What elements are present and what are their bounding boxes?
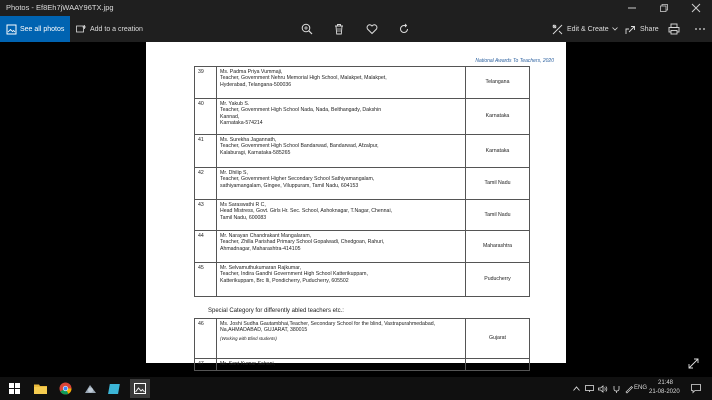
state-name: Gujarat xyxy=(466,319,530,359)
windows-icon xyxy=(9,383,20,394)
tray-battery[interactable] xyxy=(611,379,623,398)
awardees-table xyxy=(194,66,530,297)
document-header-note: National Awards To Teachers, 2020 xyxy=(475,58,554,64)
taskbar xyxy=(0,377,712,400)
share-label: Share xyxy=(640,25,659,33)
special-awardees-table xyxy=(194,318,530,371)
detail-line: Teacher, Government High School Bandarwad, Bandarwad, Afzalpur, xyxy=(220,143,379,149)
trash-icon xyxy=(333,23,345,35)
serial-number: 45 xyxy=(195,263,217,297)
detail-line: Kannad, xyxy=(220,113,240,120)
restore-icon xyxy=(660,4,668,12)
detail-line: sathiyamangalam, Gingee, Viluppuram, Tamil Nadu, 604153 xyxy=(220,182,359,189)
awardee-details xyxy=(217,135,466,168)
serial-number: 41 xyxy=(195,135,217,168)
state-name: Tamil Nadu xyxy=(466,168,530,200)
input-language[interactable]: ENG xyxy=(634,385,648,391)
serial-number: 47 xyxy=(195,359,217,371)
awardee-details xyxy=(217,319,466,359)
printer-icon xyxy=(668,23,680,35)
serial-number: 42 xyxy=(195,168,217,200)
detail-line: Teacher, Government High School Nada, Nada, Belthangady, Dakshin xyxy=(220,107,382,113)
edit-create-icon xyxy=(552,24,563,35)
awardee-details xyxy=(217,263,466,297)
see-all-photos-button[interactable] xyxy=(0,16,70,42)
state-name: Puducherry xyxy=(466,263,530,297)
table-row xyxy=(195,168,530,200)
tray-volume[interactable] xyxy=(597,379,609,398)
title-bar xyxy=(0,0,712,16)
minimize-button[interactable] xyxy=(616,0,648,16)
power-icon xyxy=(612,385,622,393)
document-page xyxy=(146,42,566,367)
minimize-icon xyxy=(628,4,636,12)
photos-grid-icon xyxy=(6,24,16,34)
detail-line: AHMADABAD, GUJARAT, 380015 xyxy=(228,327,308,333)
serial-number: 40 xyxy=(195,99,217,135)
state-name: Maharashtra xyxy=(466,231,530,263)
start-button[interactable] xyxy=(4,379,24,398)
rotate-icon xyxy=(398,23,410,35)
detail-line: Katterikuppam, Brc Ili, Pondicherry, Puducherry, 605502 xyxy=(220,277,349,284)
taskbar-chrome[interactable] xyxy=(55,379,75,398)
add-to-creation-button[interactable] xyxy=(72,16,143,42)
awardee-details xyxy=(217,231,466,263)
awardee-details xyxy=(217,200,466,231)
detail-line: Mr. Sant Kumar Sahani, xyxy=(220,360,276,367)
taskbar-app-4[interactable] xyxy=(105,379,125,398)
detail-line: Mr. Selvamuthukumaran Rajkumar, xyxy=(220,264,302,271)
action-center-button[interactable] xyxy=(686,379,706,398)
taskbar-app-3[interactable] xyxy=(80,379,100,398)
awardee-details xyxy=(217,99,466,135)
expand-icon xyxy=(688,358,699,369)
state-name: Karnataka xyxy=(466,99,530,135)
network-icon xyxy=(585,385,594,392)
detail-line: Mr. Yakub S. xyxy=(220,100,250,107)
detail-line: Ahmadnagar, Maharashtra-414105 xyxy=(220,245,301,252)
add-to-creation-label: Add to a creation xyxy=(90,25,143,33)
clock-time[interactable]: 21:48 xyxy=(658,380,674,386)
toolbar xyxy=(0,16,712,42)
table-row xyxy=(195,99,530,135)
awardee-note: (Working with Blind students) xyxy=(220,335,277,341)
share-icon xyxy=(625,24,636,35)
fullscreen-button[interactable] xyxy=(686,356,700,370)
table-row xyxy=(195,135,530,168)
awardee-details xyxy=(217,67,466,99)
serial-number: 44 xyxy=(195,231,217,263)
see-all-photos-label: See all photos xyxy=(20,25,65,33)
state-name xyxy=(466,359,530,371)
detail-line: Hyderabad, Telangana-500036 xyxy=(220,81,292,88)
more-icon xyxy=(694,23,706,35)
zoom-button[interactable] xyxy=(299,21,315,37)
chevron-up-icon xyxy=(573,386,580,391)
detail-line: Teacher, Government Nehru Memorial High School, Malakpet, Malakpet, xyxy=(220,75,387,81)
tray-pen[interactable] xyxy=(624,379,634,398)
awardee-details xyxy=(217,168,466,200)
taskbar-file-explorer[interactable] xyxy=(30,379,50,398)
favorite-button[interactable] xyxy=(364,21,380,37)
detail-line: Ms Saraswathi R C, xyxy=(220,201,266,208)
zoom-icon xyxy=(301,23,313,35)
folder-icon xyxy=(34,383,47,394)
tray-overflow-button[interactable] xyxy=(571,379,581,398)
detail-line: Ms. Padma Priya Vummaji, xyxy=(220,68,283,75)
serial-number: 46 xyxy=(195,319,217,359)
detail-line: Teacher, Zhilla Parishad Primary School Gopalwadi, Chedgoan, Rahuri, xyxy=(220,239,385,245)
clock-date[interactable]: 21-08-2020 xyxy=(649,389,680,395)
pen-icon xyxy=(625,385,633,393)
table-row xyxy=(195,359,530,371)
app-icon xyxy=(84,383,97,395)
chevron-down-icon xyxy=(612,26,618,33)
detail-line: Tamil Nadu, 600083 xyxy=(220,214,267,221)
add-creation-icon xyxy=(76,24,86,34)
detail-line: Mr. Dhilip S, xyxy=(220,169,248,176)
detail-line: Ms. Joshi Sudha Gautambhai, xyxy=(220,320,290,327)
table-row xyxy=(195,319,530,359)
app-tile-icon xyxy=(109,383,121,395)
table-row xyxy=(195,200,530,231)
more-options-button[interactable] xyxy=(692,21,708,37)
state-name: Tamil Nadu xyxy=(466,200,530,231)
detail-line: Head Mistress, Govt. Girls Hr. Sec. School, Ashoknagar, T.Nagar, Chennai, xyxy=(220,208,393,214)
awardee-details xyxy=(217,359,466,371)
delete-button[interactable] xyxy=(331,21,347,37)
serial-number: 39 xyxy=(195,67,217,99)
table-row xyxy=(195,231,530,263)
detail-line: Ms. Surekha Jagannath, xyxy=(220,136,277,143)
tray-network[interactable] xyxy=(583,379,595,398)
photos-icon xyxy=(134,383,146,394)
image-viewer xyxy=(0,42,712,377)
speaker-icon xyxy=(598,385,608,393)
rotate-button[interactable] xyxy=(396,21,412,37)
share-button[interactable] xyxy=(625,16,659,42)
detail-line: Teacher, Secondary School for the blind, Vastrapurahmedabad, Na, xyxy=(220,320,436,333)
detail-line: Mr. Narayan Chandrakant Mangalaram, xyxy=(220,232,312,239)
notification-icon xyxy=(691,384,701,393)
detail-line: Teacher, Indira Gandhi Government High School Katterikuppam, xyxy=(220,271,368,277)
serial-number: 43 xyxy=(195,200,217,231)
special-category-heading: Special Category for differently abled teachers etc.: xyxy=(208,308,344,314)
chrome-icon xyxy=(59,382,72,395)
edit-create-button[interactable] xyxy=(552,16,618,42)
maximize-button[interactable] xyxy=(648,0,680,16)
heart-icon xyxy=(366,23,378,35)
window-title: Photos - Ef8Eh7jWAAY96TX.jpg xyxy=(6,3,114,12)
table-row xyxy=(195,67,530,99)
detail-line: Karnataka-574214 xyxy=(220,120,263,126)
detail-line: Teacher, Government Higher Secondary School Sathiyamangalam, xyxy=(220,176,375,182)
state-name: Karnataka xyxy=(466,135,530,168)
taskbar-photos[interactable] xyxy=(130,379,150,398)
state-name: Telangana xyxy=(466,67,530,99)
table-row xyxy=(195,263,530,297)
close-icon xyxy=(692,4,700,12)
print-button[interactable] xyxy=(666,21,682,37)
edit-create-label: Edit & Create xyxy=(567,25,609,33)
detail-line: Kalaburagi, Karnataka-585265 xyxy=(220,149,291,156)
close-button[interactable] xyxy=(680,0,712,16)
